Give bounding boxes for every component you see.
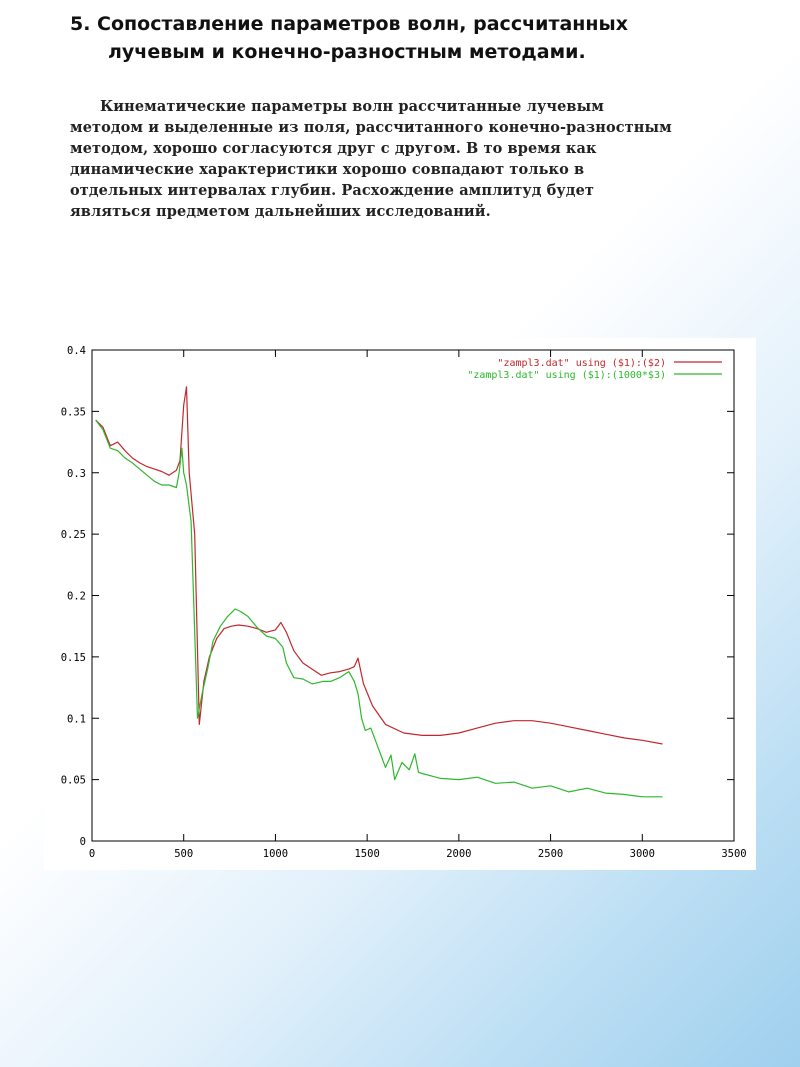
y-tick-label: 0.1 [67,713,86,726]
x-tick-label: 3500 [721,848,747,860]
x-tick-label: 3000 [629,848,655,860]
y-tick-label: 0 [79,836,86,848]
series-line-2 [96,420,663,797]
paragraph-line: динамические характеристики хорошо совпадают только в [70,161,585,178]
y-tick-label: 0.15 [60,651,86,664]
paragraph-line: отдельных интервалах глубин. Расхождение амплитуд будет [70,182,594,199]
legend-label-1: "zampl3.dat" using ($1):($2) [497,358,666,369]
x-tick-label: 1000 [262,848,289,860]
x-tick-label: 500 [174,848,194,860]
title-line-1: 5. Сопоставление параметров волн, рассчитанных [70,13,628,35]
description-paragraph [70,96,750,222]
y-tick-label: 0.35 [60,406,86,419]
slide-title [70,10,750,66]
paragraph-line: являться предметом дальнейших исследований. [70,203,491,220]
y-tick-label: 0.05 [60,774,86,787]
y-tick-label: 0.2 [67,590,86,603]
legend-label-2: "zampl3.dat" using ($1):(1000*$3) [467,370,666,381]
x-tick-label: 0 [88,848,96,860]
x-tick-label: 1500 [354,848,380,860]
title-line-2: лучевым и конечно-разностным методами. [108,41,586,63]
y-tick-label: 0.4 [67,345,86,357]
y-tick-label: 0.25 [60,529,86,542]
paragraph-line: методом и выделенные из поля, рассчитанного конечно-разностным [70,119,672,136]
amplitude-chart [44,338,756,870]
chart-svg [44,338,756,870]
x-tick-label: 2500 [537,848,564,860]
paragraph-line: методом, хорошо согласуются друг с другом. В то время как [70,140,597,157]
x-tick-label: 2000 [446,848,472,860]
paragraph-line: Кинематические параметры волн рассчитанные лучевым [100,98,604,115]
series-line-1 [96,387,663,744]
plot-frame [92,350,734,841]
y-tick-label: 0.3 [67,467,86,480]
